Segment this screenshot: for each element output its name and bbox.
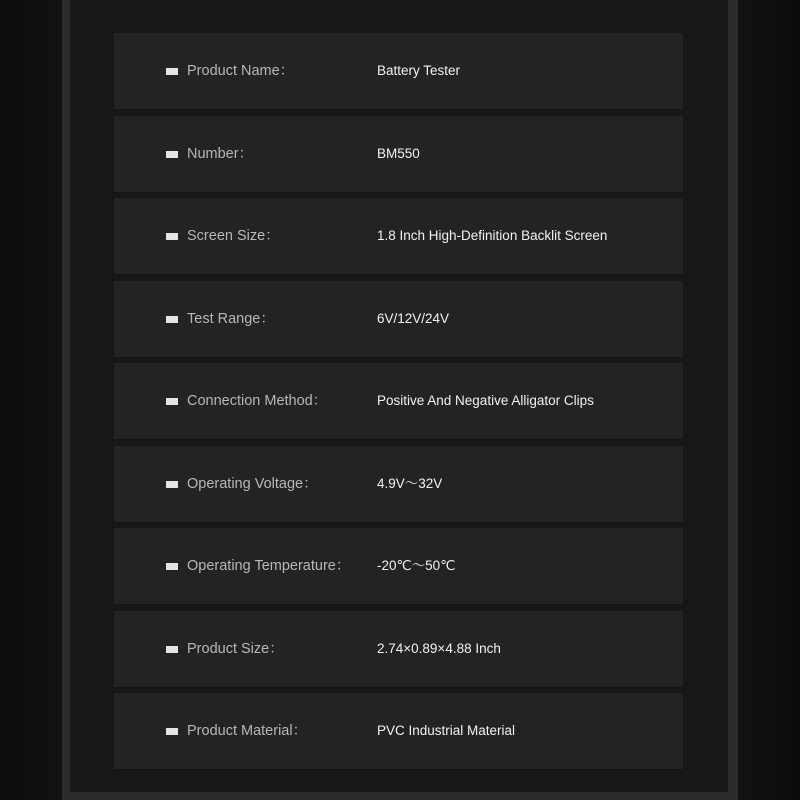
spec-value: Positive And Negative Alligator Clips [377,393,594,408]
bullet-icon [166,233,178,240]
spec-value: PVC Industrial Material [377,723,516,738]
spec-label: Product Name： [187,63,295,79]
left-background [0,0,62,800]
spec-value: Battery Tester [377,63,461,78]
spec-row-operating-temperature [114,528,683,604]
spec-row-test-range [114,281,683,357]
bullet-icon [166,316,178,323]
spec-label: Screen Size： [187,228,280,244]
spec-row-operating-voltage [114,446,683,522]
spec-row-connection-method [114,363,683,439]
spec-label: Product Size： [187,640,284,657]
spec-label: Test Range： [187,310,275,327]
spec-value: -20℃～50℃ [377,558,456,573]
spec-row-screen-size [114,198,683,274]
spec-list [114,33,683,776]
bullet-icon [166,563,178,570]
spec-label: Number： [187,145,254,162]
bullet-icon [166,646,178,653]
right-background [738,0,800,800]
bullet-icon [166,481,178,488]
spec-row-product-name [114,33,683,109]
spec-row-product-size [114,611,683,687]
bullet-icon [166,151,178,158]
bullet-icon [166,728,178,735]
bullet-icon [166,68,178,75]
spec-value: 6V/12V/24V [377,310,450,326]
spec-row-number [114,116,683,192]
spec-row-product-material [114,693,683,769]
spec-value: BM550 [377,145,420,161]
spec-label: Connection Method： [187,393,328,409]
spec-value: 4.9V～32V [377,475,443,491]
spec-value: 2.74×0.89×4.88 Inch [377,640,501,656]
spec-label: Product Material： [187,723,308,739]
spec-value: 1.8 Inch High-Definition Backlit Screen [377,228,608,243]
spec-label: Operating Voltage： [187,475,318,492]
spec-label: Operating Temperature： [187,558,351,574]
bullet-icon [166,398,178,405]
